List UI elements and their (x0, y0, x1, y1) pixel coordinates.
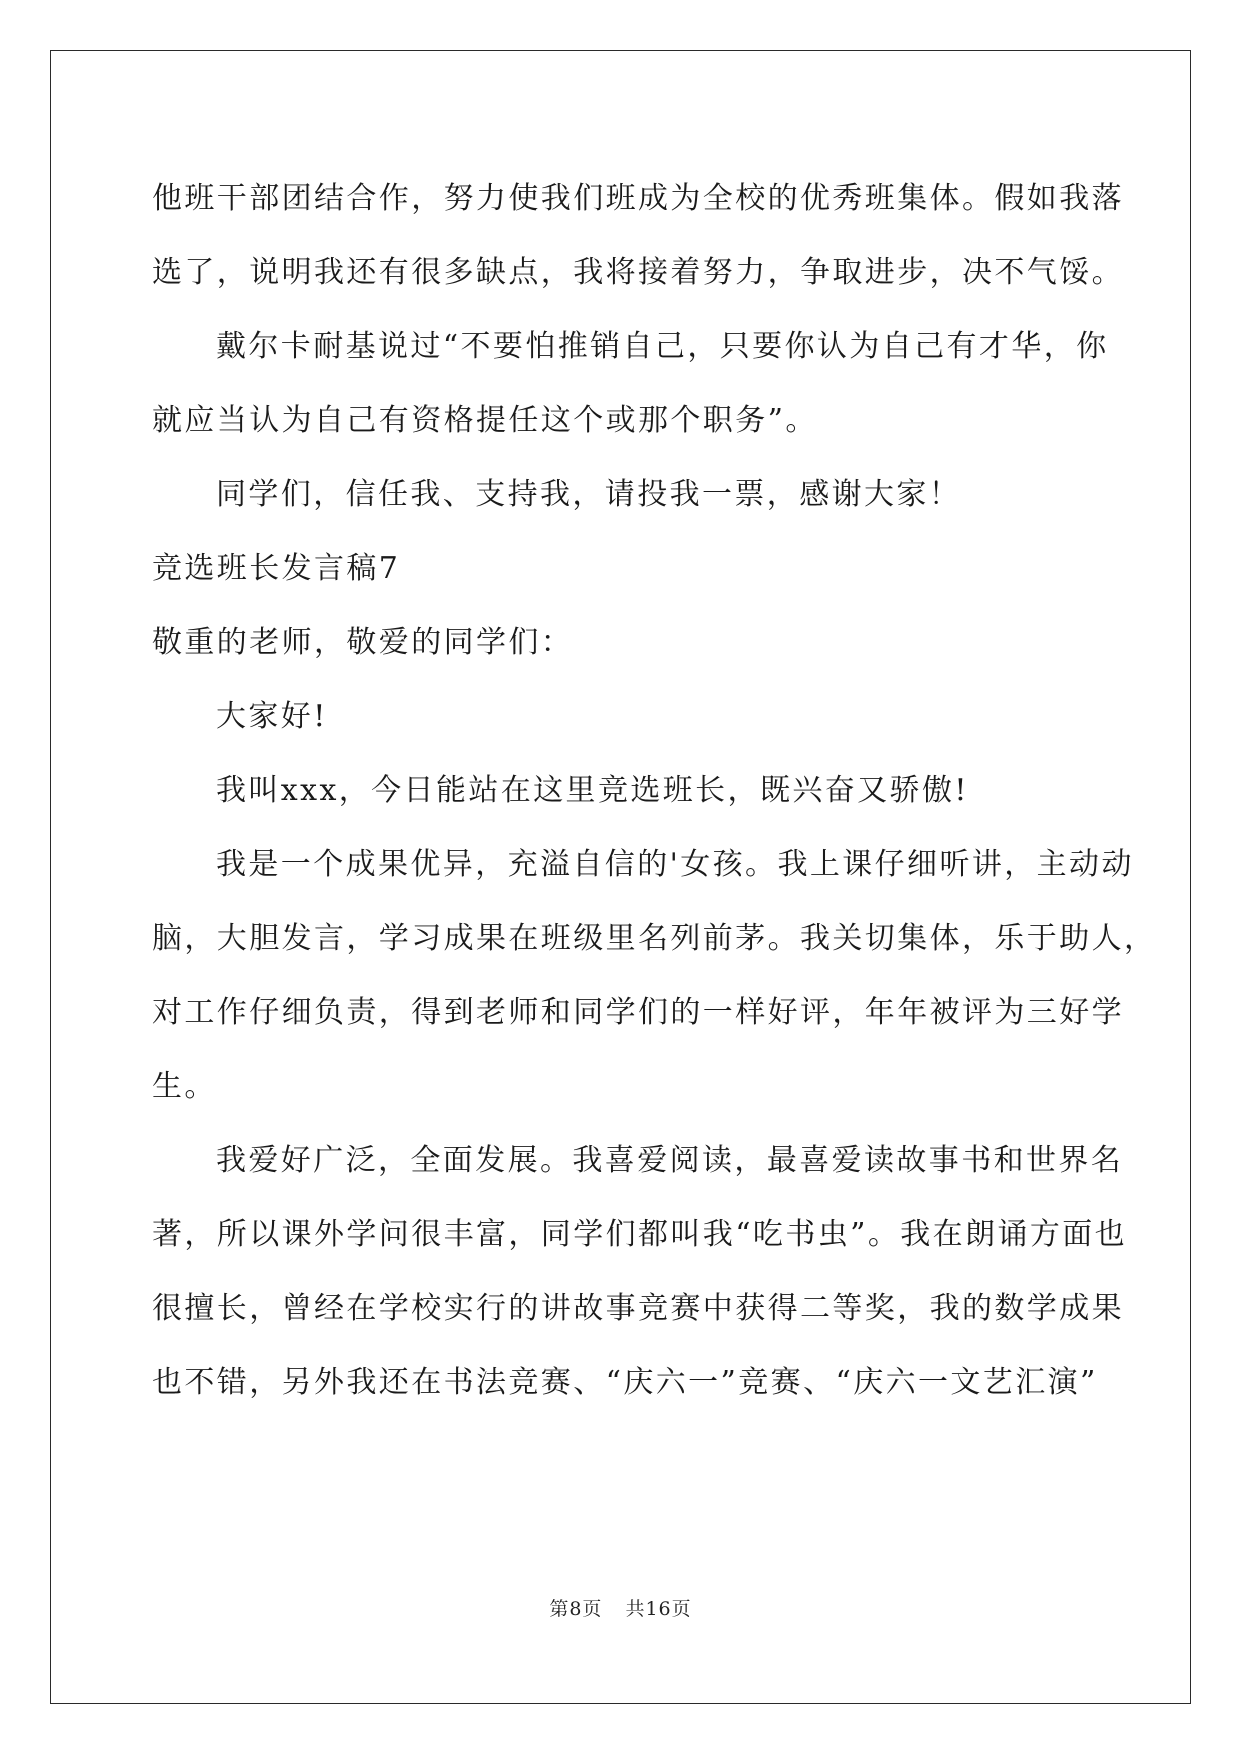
text-line: 也不错，另外我还在书法竞赛、“庆六一”竞赛、“庆六一文艺汇演” (152, 1365, 1098, 1400)
salutation: 敬重的老师，敬爱的同学们： (152, 625, 574, 660)
text-line: 很擅长，曾经在学校实行的讲故事竞赛中获得二等奖，我的数学成果 (152, 1291, 1124, 1326)
text-line: 脑，大胆发言，学习成果在班级里名列前茅。我关切集体，乐于助人， (152, 921, 1157, 956)
paragraph-start: 我叫xxx，今日能站在这里竞选班长，既兴奋又骄傲! (216, 773, 969, 808)
text-line: 著，所以课外学问很丰富，同学们都叫我“吃书虫”。我在朗诵方面也 (152, 1217, 1128, 1252)
page-number: 第8页 (549, 1598, 603, 1620)
section-title: 竞选班长发言稿7 (152, 551, 401, 586)
page-footer (0, 1594, 1241, 1621)
paragraph-start: 我是一个成果优异，充溢自信的'女孩。我上课仔细听讲，主动动 (216, 847, 1134, 882)
greeting: 大家好! (216, 699, 328, 734)
paragraph-start: 我爱好广泛，全面发展。我喜爱阅读，最喜爱读故事书和世界名 (216, 1143, 1124, 1178)
paragraph-start: 同学们，信任我、支持我，请投我一票，感谢大家！ (216, 477, 962, 512)
text-line: 生。 (152, 1069, 217, 1104)
text-line: 选了，说明我还有很多缺点，我将接着努力，争取进步，决不气馁。 (152, 255, 1124, 290)
document-body (152, 162, 1157, 1420)
text-line: 对工作仔细负责，得到老师和同学们的一样好评，年年被评为三好学 (152, 995, 1124, 1030)
text-line: 他班干部团结合作，努力使我们班成为全校的优秀班集体。假如我落 (152, 181, 1124, 216)
paragraph-start: 戴尔卡耐基说过“不要怕推销自己，只要你认为自己有才华，你 (216, 329, 1109, 364)
text-line: 就应当认为自己有资格提任这个或那个职务”。 (152, 403, 818, 438)
page-total: 共16页 (625, 1598, 692, 1620)
